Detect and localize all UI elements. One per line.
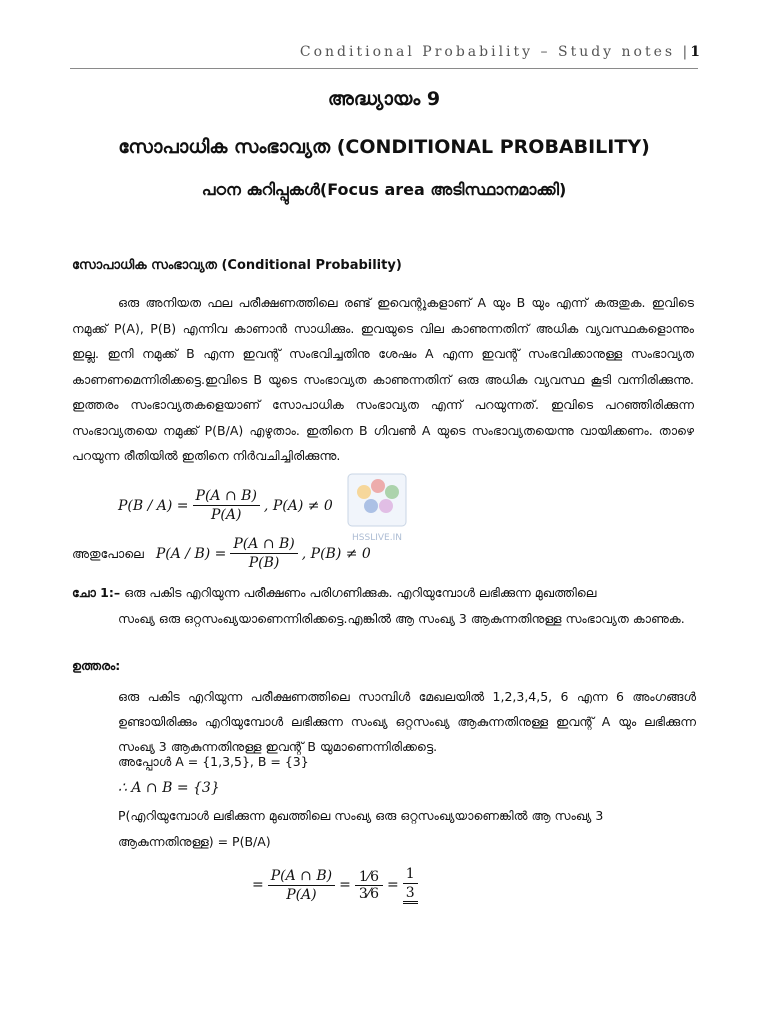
formula2-label: അതുപോലെ — [72, 545, 144, 561]
section-heading: സോപാധിക സംഭാവ്യത (Conditional Probability) — [72, 258, 402, 273]
final-eq2: = — [339, 877, 351, 893]
formula1-condition: , P(A) ≠ 0 — [263, 497, 333, 514]
formula2-lhs: P(A / B) = — [155, 545, 227, 562]
answer-intersection: ∴ A ∩ B = {3} — [118, 780, 220, 796]
watermark-text: HSSLIVE.IN — [352, 533, 402, 543]
intro-paragraph-text: ഒരു അനിയത ഫല പരീക്ഷണത്തിലെ രണ്ട് ഇവെന്റുകളാണ് A യും B യും എന്ന് കരുതുക. ഇവിടെ നമുക്ക് P(A), P(B) എന്നിവ കാണാൻ സാധിക്കും. ഇവയുടെ വില കാണുന്നതിന് അധിക വ്യവസ്ഥകളൊന്നും ഇല്ല. ഇനി നമുക്ക് B എന്ന ഇവന്റ് സംഭവിച്ചതിനു ശേഷം A എന്ന ഇവന്റ് സംഭവിക്കാനുള്ള സംഭാവ്യത കാണണമെന്നിരിക്കട്ടെ.ഇവിടെ B യുടെ സംഭാവ്യത കാണുന്നതിന് ഒരു അധിക വ്യവസ്ഥ കൂടി വന്നിരിക്കുന്നു. ഇത്തരം സംഭാവ്യതകളെയാണ് സോപാധിക സംഭാവ്യത എന്ന് പറയുന്നത്. ഇവിടെ പറഞ്ഞിരിക്കുന്ന സംഭാവ്യതയെ നമുക്ക് P(B/A) എഴുതാം. ഇതിനെ B ഗിവൺ A യുടെ സംഭാവ്യതയെന്നു വായിക്കണം. താഴെ പറയുന്ന രീതിയിൽ ഇതിനെ നിർവചിച്ചിരിക്കുന്നു. — [72, 295, 694, 463]
running-title: Conditional Probability – Study notes | — [299, 44, 691, 60]
chapter-heading: അദ്ധ്യായം 9 — [327, 88, 441, 110]
answer-label: ഉത്തരം: — [72, 658, 121, 673]
formula1-fraction — [193, 488, 260, 523]
compound-numerator: 1⁄6 — [355, 869, 383, 886]
answer-sets: അപ്പോൾ A = {1,3,5}, B = {3} — [118, 754, 309, 769]
formula2-numerator: P(A ∩ B) — [230, 536, 297, 554]
intro-paragraph — [72, 290, 694, 469]
final-numerator: P(A ∩ B) — [268, 868, 335, 886]
final-compound-fraction — [355, 869, 383, 902]
formula1-lhs: P(B / A) = — [118, 497, 189, 514]
formula2-fraction — [230, 536, 297, 571]
page-subtitle: പഠന കുറിപ്പുകൾ(Focus area അടിസ്ഥാനമാക്കി) — [201, 180, 567, 199]
formula-p-a-given-b — [72, 536, 371, 571]
compound-d-top: 3 — [358, 885, 368, 902]
hsslive-watermark-logo — [342, 470, 412, 546]
header-rule — [70, 68, 698, 69]
page-number: 1 — [690, 44, 700, 60]
answer-statement-line2: ആകുന്നതിനുള്ള) = P(B/A) — [118, 834, 271, 849]
result-denominator: 3 — [403, 884, 418, 904]
formula2-denominator: P(B) — [248, 555, 280, 571]
formula2-condition: , P(B) ≠ 0 — [301, 545, 371, 562]
compound-denominator: 3⁄6 — [358, 885, 380, 902]
final-eq1: = — [252, 877, 264, 893]
final-denominator: P(A) — [286, 886, 317, 903]
compound-n-bot: 6 — [370, 868, 380, 885]
compound-d-bot: 6 — [370, 885, 380, 902]
compound-n-top: 1 — [358, 868, 368, 885]
result-numerator: 1 — [403, 866, 418, 884]
example-rest: സംഖ്യ ഒരു ഒറ്റസംഖ്യയാണെന്നിരിക്കട്ടെ.എങ്കിൽ ആ സംഖ്യ 3 ആകുന്നതിനുള്ള സംഭാവ്യത കാണുക. — [118, 611, 685, 626]
final-result — [403, 866, 418, 904]
example-first-line: ഒരു പകിട എറിയുന്ന പരീക്ഷണം പരിഗണിക്കുക. എറിയുമ്പോൾ ലഭിക്കുന്ന മുഖത്തിലെ — [124, 585, 597, 600]
final-computation — [252, 866, 422, 904]
page-title: സോപാധിക സംഭാവ്യത (CONDITIONAL PROBABILITY) — [118, 136, 650, 158]
formula1-denominator: P(A) — [211, 507, 242, 523]
answer-text: ഒരു പകിട എറിയുന്ന പരീക്ഷണത്തിലെ സാമ്പിൾ മേഖലയിൽ 1,2,3,4,5, 6 എന്ന 6 അംഗങ്ങൾ ഉണ്ടായിരിക്കും എറിയുമ്പോൾ ലഭിക്കുന്ന സംഖ്യ ഒറ്റസംഖ്യ ആകുന്നതിനുള്ള ഇവന്റ് A യും ലഭിക്കുന്ന സംഖ്യ 3 ആകുന്നതിനുള്ള ഇവന്റ് B യുമാണെന്നിരിക്കട്ടെ. — [118, 689, 696, 754]
formula1-numerator: P(A ∩ B) — [193, 488, 260, 506]
answer-statement-line1: P(എറിയുമ്പോൾ ലഭിക്കുന്ന മുഖത്തിലെ സംഖ്യ ഒരു ഒറ്റസംഖ്യയാണെങ്കിൽ ആ സംഖ്യ 3 — [118, 808, 604, 823]
example-question — [72, 580, 694, 632]
final-fraction-1 — [268, 868, 335, 903]
final-eq3: = — [387, 877, 399, 893]
example-number: ചോ 1:– — [72, 585, 121, 600]
running-header — [60, 44, 700, 60]
formula-p-b-given-a — [118, 488, 333, 523]
